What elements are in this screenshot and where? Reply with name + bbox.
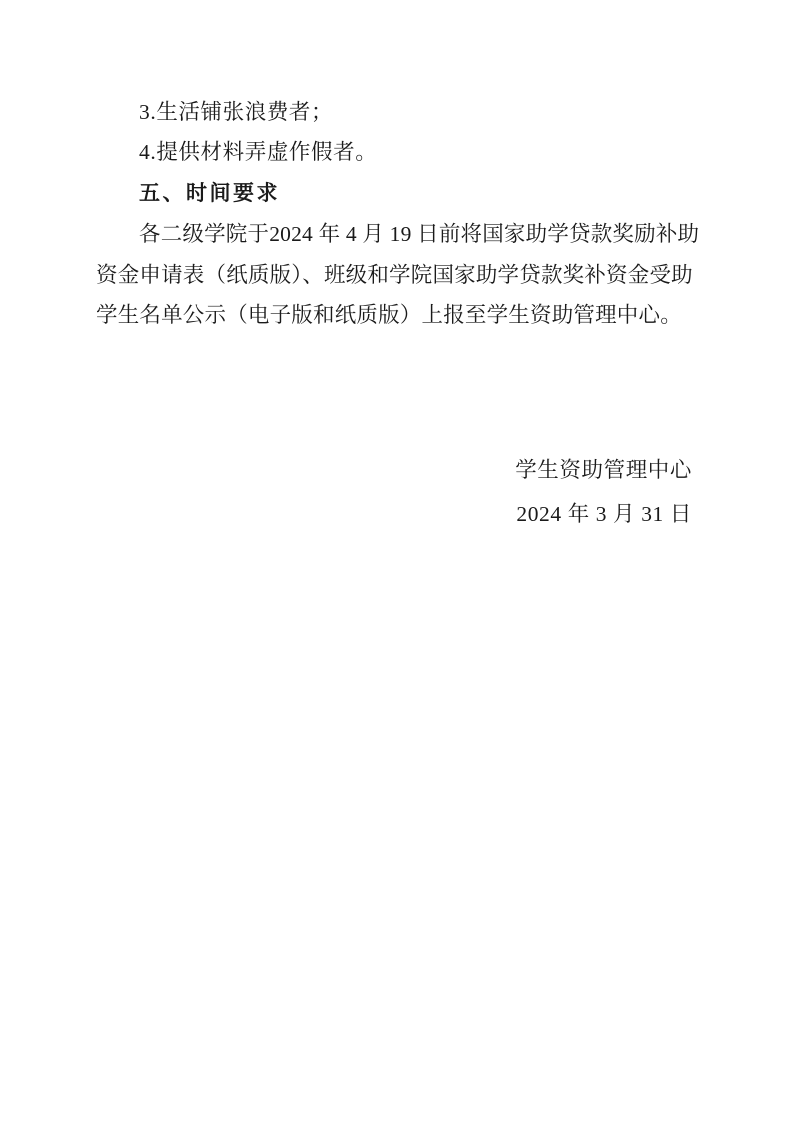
paragraph-block <box>96 214 700 336</box>
paragraph-line: 学生名单公示（电子版和纸质版）上报至学生资助管理中心。 <box>96 303 682 327</box>
signature-date: 2024 年 3 月 31 日 <box>516 502 692 526</box>
document-body <box>96 92 700 336</box>
list-item: 3.生活铺张浪费者； <box>139 100 334 124</box>
section-heading: 五、时间要求 <box>139 181 280 205</box>
paragraph-line: 资金申请表（纸质版）、班级和学院国家助学贷款奖补资金受助 <box>96 262 693 287</box>
paragraph-line: 各二级学院于2024 年 4 月 19 日前将国家助学贷款奖励补助 <box>139 222 700 246</box>
list-item: 4.提供材料弄虚作假者。 <box>139 140 378 164</box>
signature-block <box>96 448 700 536</box>
signature-organization: 学生资助管理中心 <box>515 458 692 482</box>
